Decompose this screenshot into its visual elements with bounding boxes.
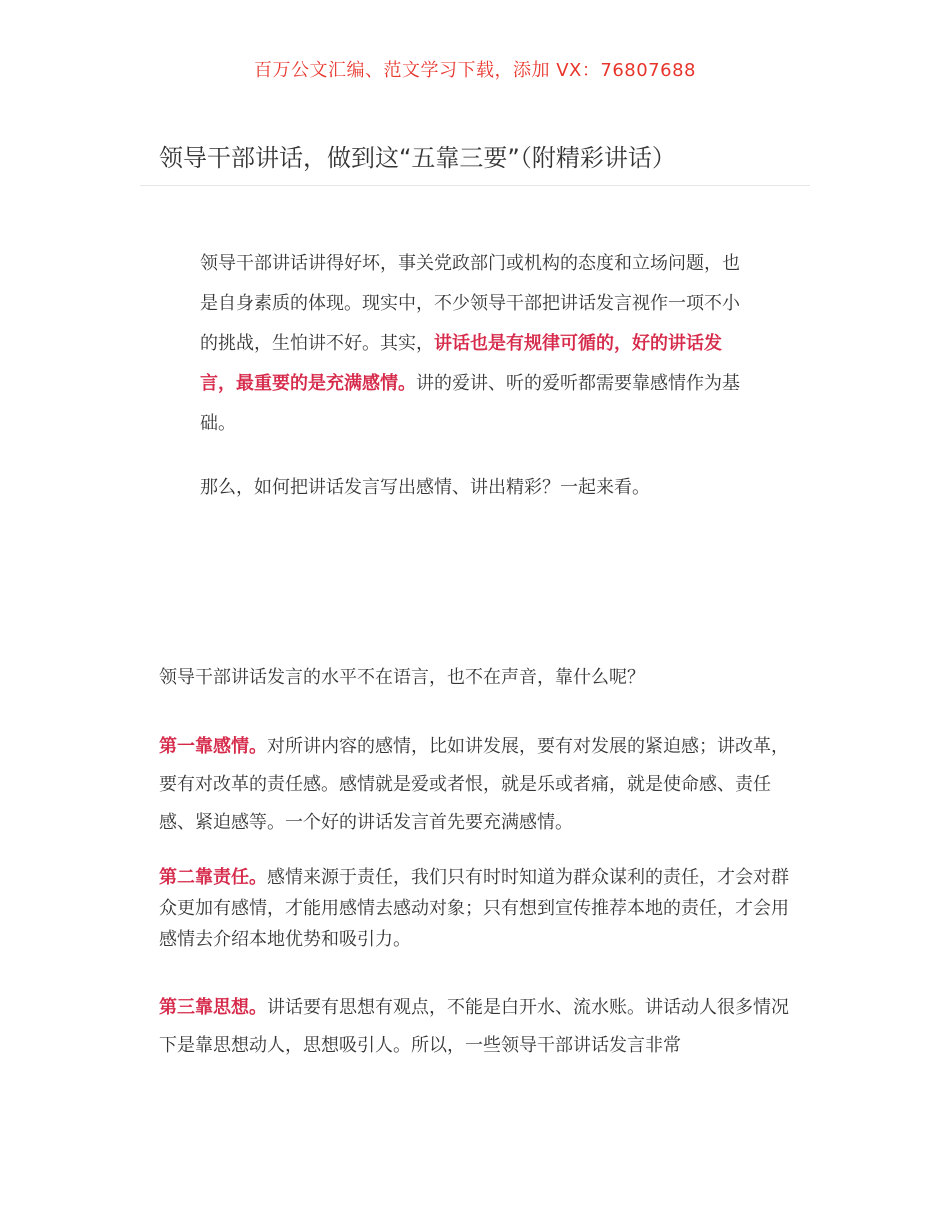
section-thought xyxy=(159,989,799,1065)
intro-text-after: 讲的爱讲、听的爱听都需要靠感情作为基础。 xyxy=(200,373,740,434)
section-responsibility xyxy=(159,862,799,955)
section-heading: 第一靠感情。 xyxy=(159,736,267,757)
download-banner: 百万公文汇编、范文学习下载，添加 VX：76807688 xyxy=(254,60,696,81)
question-paragraph: 领导干部讲话发言的水平不在语言，也不在声音，靠什么呢？ xyxy=(159,667,645,688)
section-body: 感情来源于责任，我们只有时时知道为群众谋利的责任，才会对群众更加有感情，才能用感情去感动对象；只有想到宣传推荐本地的责任，才会用感情去介绍本地优势和吸引力。 xyxy=(159,867,789,950)
intro-text-before: 领导干部讲话讲得好坏，事关党政部门或机构的态度和立场问题，也是自身素质的体现。现实中，不少领导干部把讲话发言视作一项不小的挑战，生怕讲不好。其实， xyxy=(200,253,740,354)
article-title: 领导干部讲话，做到这“五靠三要”（附精彩讲话） xyxy=(159,144,676,172)
section-heading: 第二靠责任。 xyxy=(159,867,267,888)
intro-paragraph xyxy=(200,244,740,444)
intro-highlight: 讲话也是有规律可循的，好的讲话发言，最重要的是充满感情。 xyxy=(200,333,722,394)
intro-followup-paragraph: 那么，如何把讲话发言写出感情、讲出精彩？一起来看。 xyxy=(200,477,650,498)
title-divider xyxy=(140,185,810,186)
section-body: 对所讲内容的感情，比如讲发展，要有对发展的紧迫感；讲改革，要有对改革的责任感。感情就是爱或者恨，就是乐或者痛，就是使命感、责任感、紧迫感等。一个好的讲话发言首先要充满感情。 xyxy=(159,736,789,833)
section-body: 讲话要有思想有观点，不能是白开水、流水账。讲话动人很多情况下是靠思想动人，思想吸引人。所以，一些领导干部讲话发言非常 xyxy=(159,997,789,1056)
section-heading: 第三靠思想。 xyxy=(159,997,267,1018)
section-emotion xyxy=(159,728,799,842)
